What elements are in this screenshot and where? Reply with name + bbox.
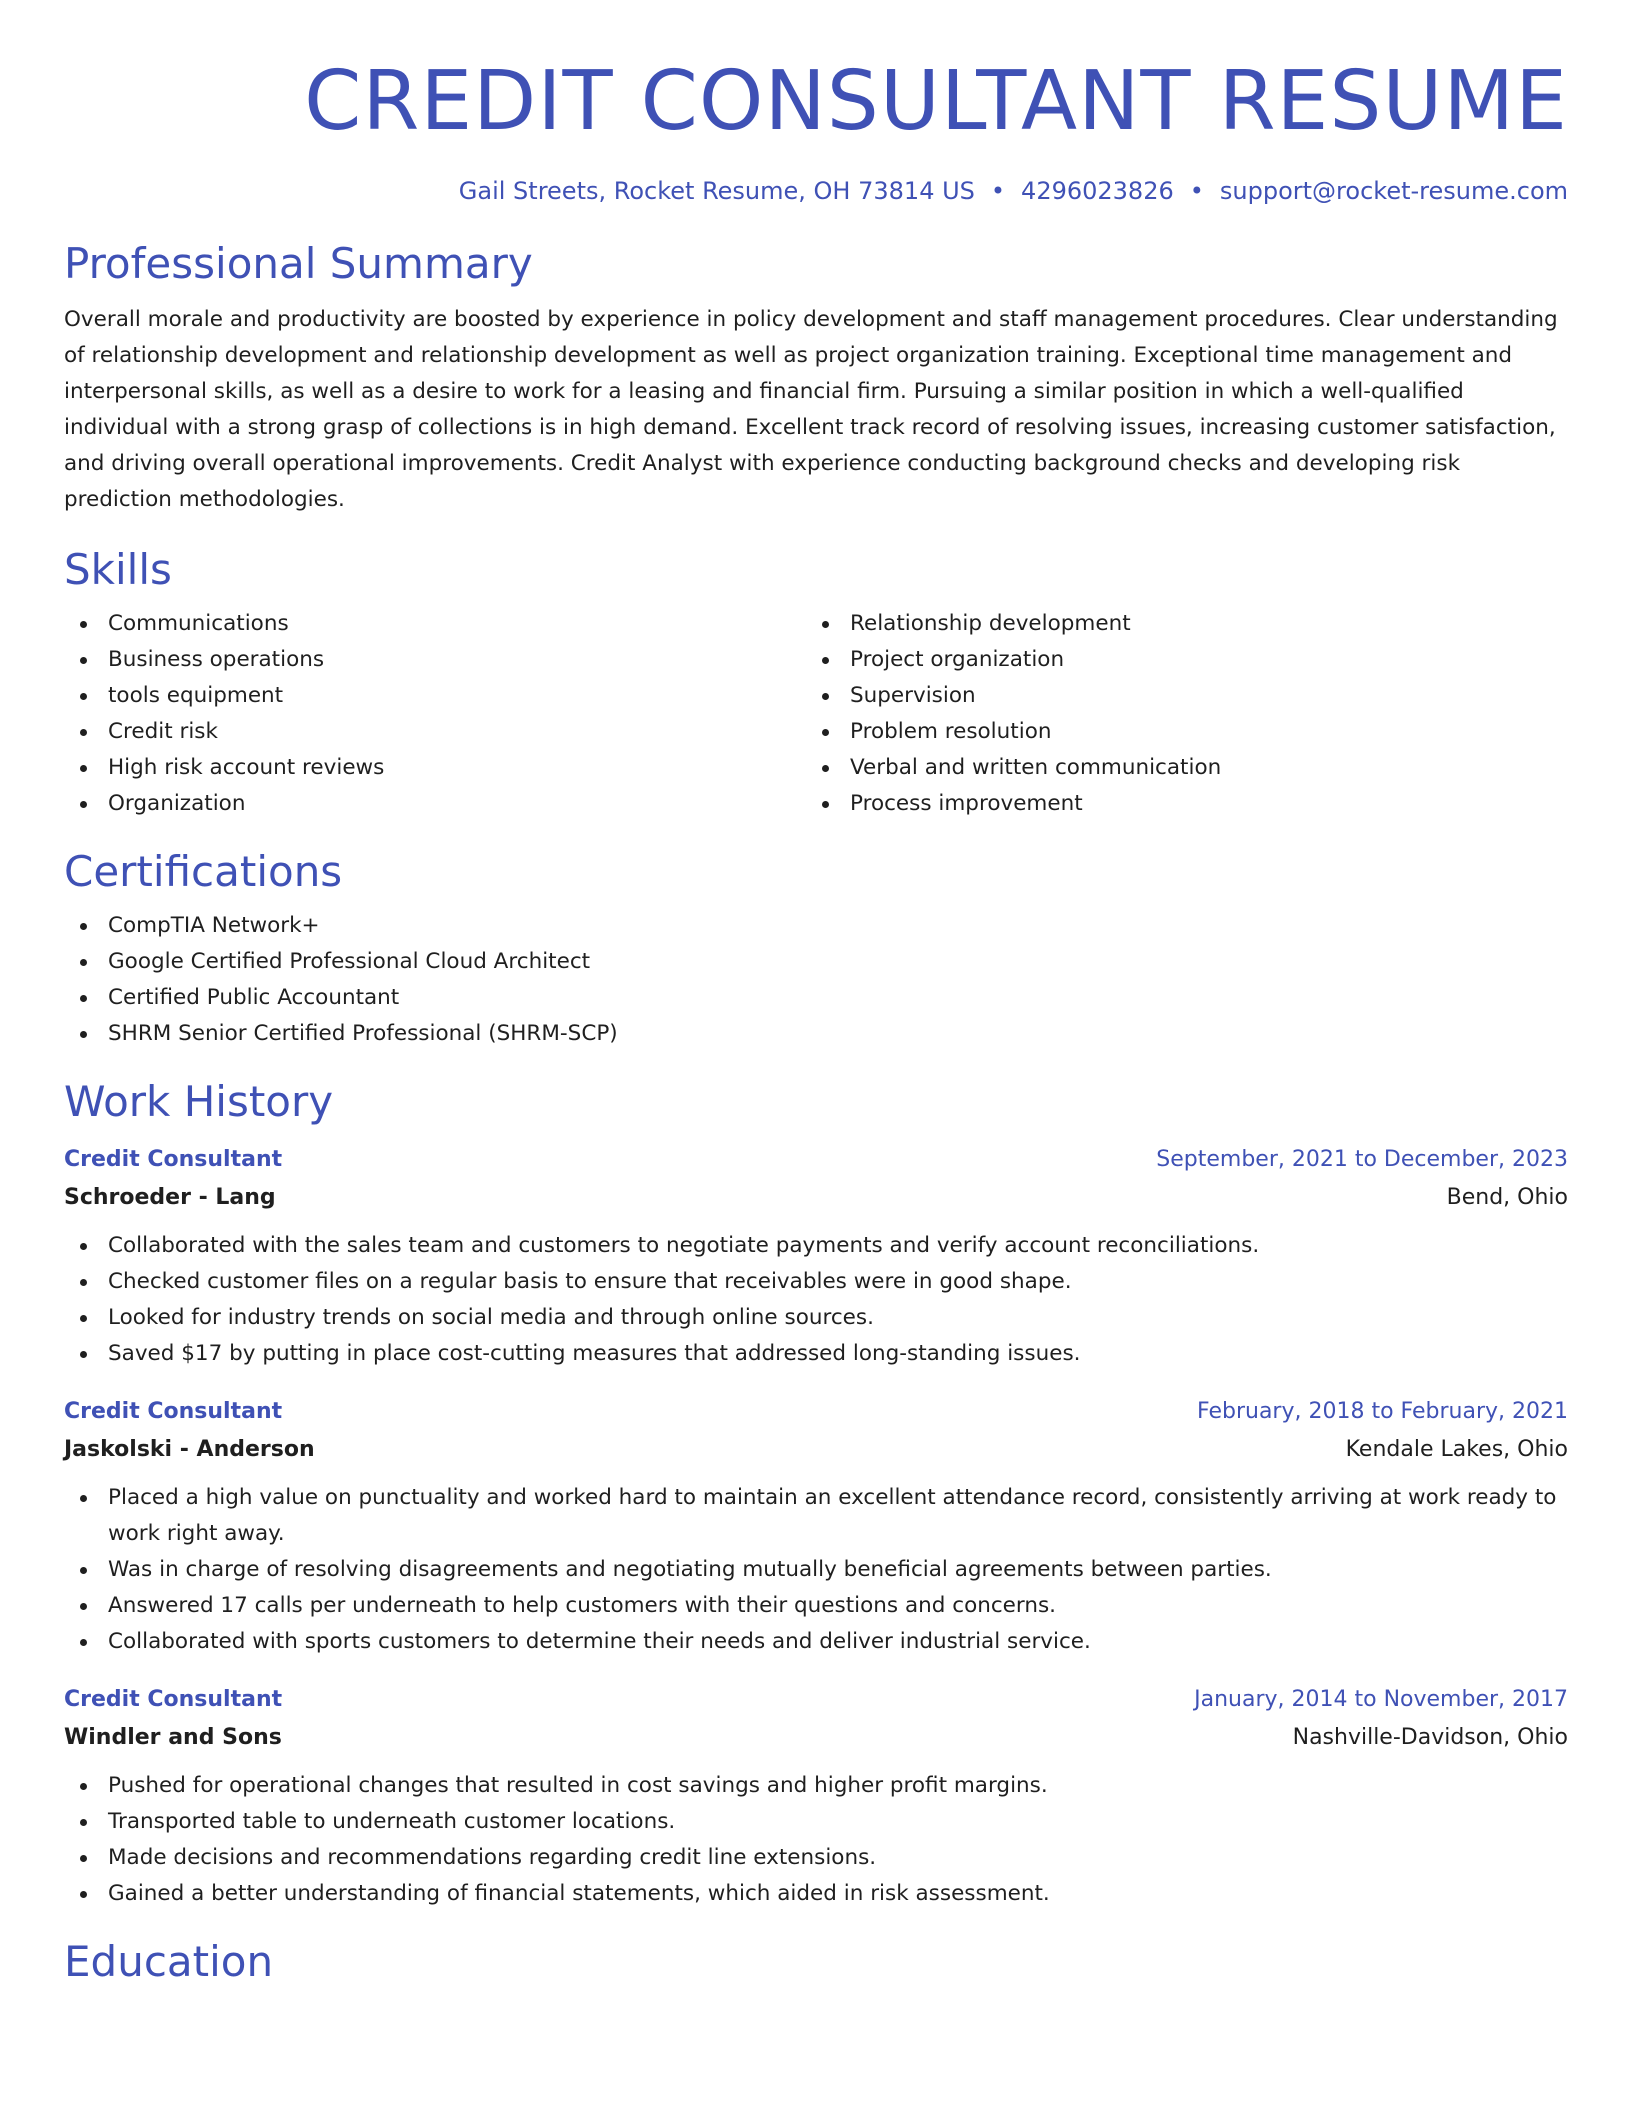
job-company: Jaskolski - Anderson xyxy=(64,1437,315,1462)
certification-item: Google Certified Professional Cloud Architect xyxy=(64,944,1568,980)
skill-item: Business operations xyxy=(64,642,806,678)
job-dates: February, 2018 to February, 2021 xyxy=(1197,1399,1568,1424)
job-location: Bend, Ohio xyxy=(1446,1185,1568,1210)
job-duties-list xyxy=(64,1480,1568,1660)
job-duty-item: Placed a high value on punctuality and worked hard to maintain an excellent attendance record, consistently arriving at work ready to work right away. xyxy=(64,1480,1568,1552)
work-history-section xyxy=(64,1074,1568,1912)
job-entry xyxy=(64,1142,1568,1372)
job-title: Credit Consultant xyxy=(64,1687,283,1712)
skill-item: Organization xyxy=(64,786,806,822)
job-duty-item: Transported table to underneath customer locations. xyxy=(64,1804,1568,1840)
section-heading-summary: Professional Summary xyxy=(64,239,533,288)
skill-item: Communications xyxy=(64,606,806,642)
skill-item: tools equipment xyxy=(64,678,806,714)
section-heading-work-history: Work History xyxy=(64,1077,334,1126)
skills-columns xyxy=(64,598,1568,822)
skill-item: Verbal and written communication xyxy=(806,750,1548,786)
job-duties-list xyxy=(64,1768,1568,1912)
certifications-section xyxy=(64,844,1568,1052)
job-entry xyxy=(64,1394,1568,1660)
skills-list-left xyxy=(64,606,806,822)
certification-item: SHRM Senior Certified Professional (SHRM-SCP) xyxy=(64,1016,1568,1052)
job-entry xyxy=(64,1682,1568,1912)
resume-title: CREDIT CONSULTANT RESUME xyxy=(304,54,1568,149)
contact-phone: 4296023826 xyxy=(1021,177,1174,205)
certification-item: CompTIA Network+ xyxy=(64,908,1568,944)
job-duty-item: Collaborated with the sales team and customers to negotiate payments and verify account reconciliations. xyxy=(64,1228,1568,1264)
job-duty-item: Answered 17 calls per underneath to help customers with their questions and concerns. xyxy=(64,1588,1568,1624)
job-duty-item: Was in charge of resolving disagreements and negotiating mutually beneficial agreements between parties. xyxy=(64,1552,1568,1588)
skill-item: Credit risk xyxy=(64,714,806,750)
skills-list-right xyxy=(806,606,1548,822)
skill-item: Relationship development xyxy=(806,606,1548,642)
job-location: Kendale Lakes, Ohio xyxy=(1345,1437,1568,1462)
education-section xyxy=(64,1934,1568,1990)
job-title: Credit Consultant xyxy=(64,1399,283,1424)
section-heading-skills: Skills xyxy=(64,545,172,594)
skill-item: Supervision xyxy=(806,678,1548,714)
job-dates: January, 2014 to November, 2017 xyxy=(1194,1687,1568,1712)
contact-separator: • xyxy=(1189,177,1204,205)
job-location: Nashville-Davidson, Ohio xyxy=(1292,1725,1568,1750)
job-duties-list xyxy=(64,1228,1568,1372)
section-heading-certifications: Certifications xyxy=(64,847,343,896)
resume-page xyxy=(64,0,1568,1990)
summary-text: Overall morale and productivity are boosted by experience in policy development and staff management procedures. Clear understanding of relationship development and relationship development as well as project organization training. Exceptional time management and interpersonal skills, as well as a desire to work for a leasing and financial firm. Pursuing a similar position in which a well-qualified individual with a strong grasp of collections is in high demand. Excellent track record of resolving issues, increasing customer satisfaction, and driving overall operational improvements. Credit Analyst with experience conducting background checks and developing risk prediction methodologies. xyxy=(64,307,1558,512)
contact-address: Gail Streets, Rocket Resume, OH 73814 US xyxy=(458,177,975,205)
job-duty-item: Looked for industry trends on social media and through online sources. xyxy=(64,1300,1568,1336)
job-dates: September, 2021 to December, 2023 xyxy=(1156,1147,1568,1172)
skill-item: Project organization xyxy=(806,642,1548,678)
contact-line xyxy=(64,174,1568,208)
contact-separator: • xyxy=(990,177,1006,205)
skill-item: Process improvement xyxy=(806,786,1548,822)
skill-item: High risk account reviews xyxy=(64,750,806,786)
job-duty-item: Pushed for operational changes that resulted in cost savings and higher profit margins. xyxy=(64,1768,1568,1804)
job-company: Windler and Sons xyxy=(64,1725,282,1750)
job-duty-item: Checked customer files on a regular basis to ensure that receivables were in good shape. xyxy=(64,1264,1568,1300)
job-duty-item: Collaborated with sports customers to determine their needs and deliver industrial service. xyxy=(64,1624,1568,1660)
summary-section xyxy=(64,236,1568,518)
section-heading-education: Education xyxy=(64,1937,274,1986)
skill-item: Problem resolution xyxy=(806,714,1548,750)
contact-email: support@rocket-resume.com xyxy=(1219,177,1568,205)
job-company: Schroeder - Lang xyxy=(64,1185,276,1210)
job-title: Credit Consultant xyxy=(64,1147,283,1172)
job-duty-item: Gained a better understanding of financial statements, which aided in risk assessment. xyxy=(64,1876,1568,1912)
skills-section xyxy=(64,542,1568,822)
certifications-list xyxy=(64,908,1568,1052)
certification-item: Certified Public Accountant xyxy=(64,980,1568,1016)
job-duty-item: Made decisions and recommendations regarding credit line extensions. xyxy=(64,1840,1568,1876)
job-duty-item: Saved $17 by putting in place cost-cutting measures that addressed long-standing issues. xyxy=(64,1336,1568,1372)
